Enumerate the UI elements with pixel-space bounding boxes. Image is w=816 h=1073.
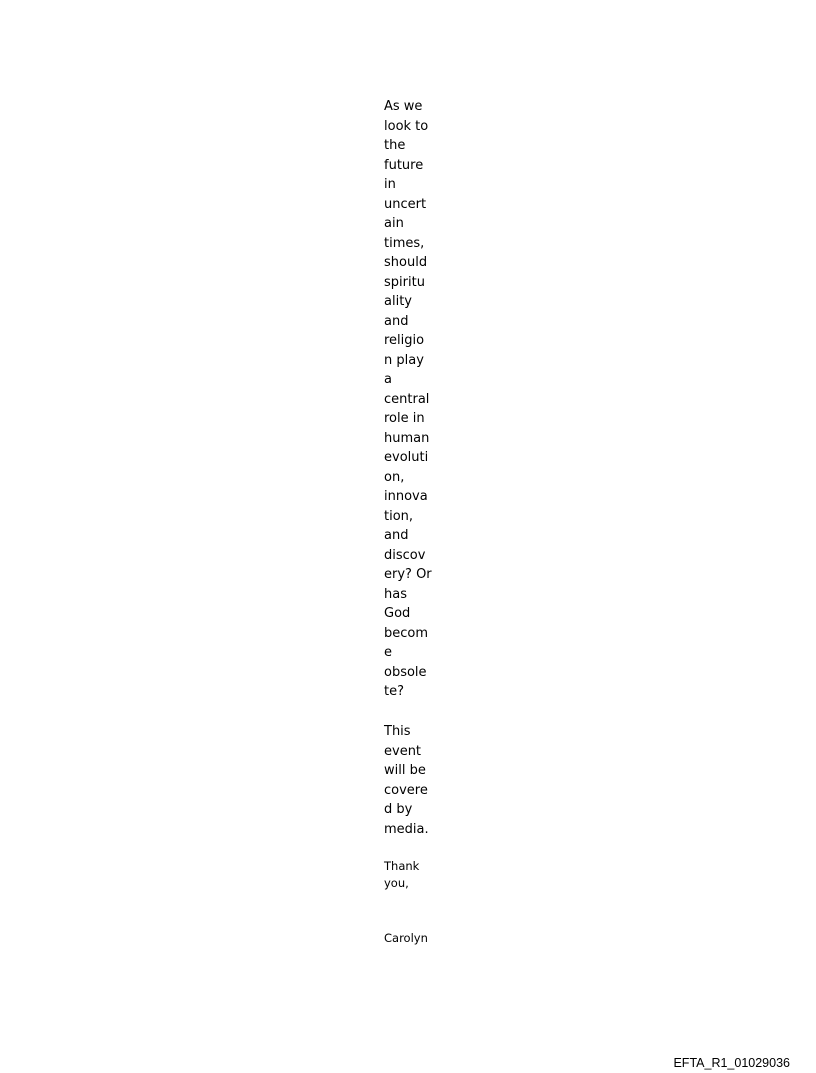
text-line: As we	[384, 99, 423, 114]
text-line: This	[384, 724, 411, 739]
text-line: and	[384, 313, 409, 329]
text-line: times,	[384, 235, 425, 251]
text-line: innova	[384, 489, 428, 504]
text-line: te?	[384, 684, 404, 699]
text-line: e	[384, 645, 392, 660]
text-line: on,	[384, 469, 405, 485]
text-line: obsole	[384, 664, 427, 680]
paragraph-media-coverage	[384, 722, 429, 839]
text-line: the	[384, 138, 406, 153]
text-line: event	[384, 743, 422, 759]
text-line: and	[384, 528, 409, 543]
text-line: look to	[384, 118, 429, 134]
closing	[384, 858, 419, 892]
text-line: human	[384, 430, 430, 446]
text-line: spiritu	[384, 274, 425, 290]
text-line: in	[384, 177, 396, 192]
text-line: ality	[384, 294, 412, 309]
text-line: n play	[384, 352, 424, 368]
text-line: media.	[384, 821, 429, 837]
text-line: will be	[384, 763, 426, 778]
signature	[384, 930, 428, 947]
closing-line: Thank	[384, 859, 420, 873]
text-line: religio	[384, 333, 425, 348]
text-line: evoluti	[384, 450, 429, 465]
text-line: a	[384, 372, 392, 387]
text-line: should	[384, 255, 428, 270]
text-line: tion,	[384, 508, 414, 524]
text-line: central	[384, 391, 430, 407]
text-line: future	[384, 157, 424, 173]
text-line: discov	[384, 547, 426, 563]
text-line: becom	[384, 625, 429, 641]
text-line: has	[384, 586, 407, 602]
text-line: ery? Or	[384, 567, 432, 582]
text-line: covere	[384, 782, 428, 798]
text-line: ain	[384, 216, 404, 231]
text-line: d by	[384, 802, 413, 817]
document-id-footer: EFTA_R1_01029036	[673, 1056, 790, 1070]
paragraph-question	[384, 97, 436, 702]
text-line: God	[384, 606, 411, 621]
text-line: role in	[384, 411, 425, 426]
text-line: uncert	[384, 196, 427, 212]
closing-line: you,	[384, 876, 409, 890]
signature-name: Carolyn	[384, 931, 428, 945]
